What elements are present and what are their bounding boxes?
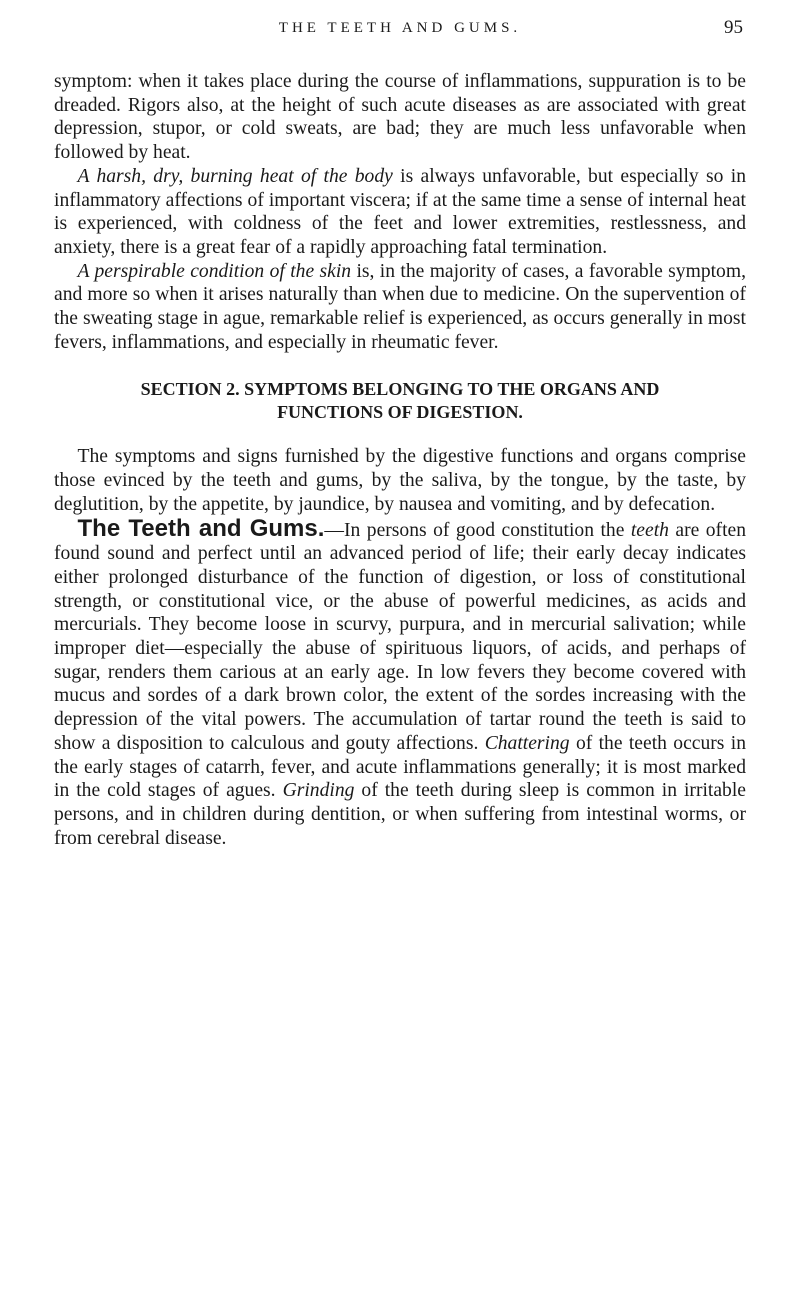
paragraph-digestive-signs: The symptoms and signs furnished by the digestive functions and organs comprise those evinced by the teeth and gums, by the saliva, by the tongue, by the taste, by deglutition, by the appetite, by jaundice, by nausea and vomiting, and by defecation. [54, 446, 746, 515]
italic-phrase: A harsh, dry, burning heat of the body [77, 165, 393, 187]
running-head: THE TEETH AND GUMS. [278, 20, 522, 36]
italic-term-teeth: teeth [630, 519, 669, 541]
section-heading-line1: SECTION 2. SYMPTOMS BELONGING TO THE ORGANS AND [140, 379, 660, 400]
paragraph-text: is, in the majority of cases, a favorable symptom, and more so when it arises naturally than when due to medicine. On the supervention of the sweating stage in ague, remarkable relief is experienced, as occurs generally in most fevers, inflammations, and especially in rheumatic fever. [54, 260, 746, 353]
page-number: 95 [724, 17, 743, 38]
paragraph-text: is always unfavorable, but especially so in inflammatory affections of important viscera; if at the same time a sense of internal heat is experienced, with coldness of the feet and lower extremities, restlessness, and anxiety, there is a great fear of a rapidly approaching fatal termination. [54, 165, 746, 258]
paragraph-teeth-and-gums [54, 514, 747, 851]
paragraph-text: of the teeth during sleep is common in irritable persons, and in children during dentition, or when suffering from intestinal worms, or from cerebral disease. [54, 780, 746, 849]
paragraph-perspirable-skin [54, 260, 746, 355]
italic-phrase: A perspirable condition of the skin [77, 260, 352, 282]
paragraph-text: are often found sound and perfect until an advanced period of life; their early decay indicates either prolonged disturbance of the function of digestion, or loss of constitutional strength, or constitutional vice, or the abuse of powerful medicines, as acids and mercurials. They become loose in scurvy, purpura, and in mercurial salivation; while improper diet—especially the abuse of spirituous liquors, of acids, and perhaps of sugar, renders them carious at an early age. In low fevers they become covered with mucus and sordes of a dark brown color, the extent of the sordes increasing with the depression of the vital powers. The accumulation of tartar round the teeth is said to show a disposition to calculous and gouty affections. [54, 519, 747, 754]
section-heading-line2: FUNCTIONS OF DIGESTION. [277, 402, 523, 423]
paragraph-text: of the teeth occurs in the early stages of catarrh, fever, and acute inflammations generally; it is most marked in the cold stages of agues. [54, 732, 746, 802]
italic-term-chattering: Chattering [484, 732, 570, 754]
paragraph-text: —In persons of good constitution the [324, 519, 631, 541]
body-text [54, 70, 746, 850]
run-in-heading: The Teeth and Gums. [77, 514, 325, 542]
italic-term-grinding: Grinding [282, 780, 355, 802]
section-heading [54, 378, 746, 424]
paragraph-harsh-heat [54, 165, 746, 260]
paragraph-rigors: symptom: when it takes place during the course of inflammations, suppuration is to be dreaded. Rigors also, at the height of such acute diseases as are associated with great depression, stupor, or cold sweats, are bad; they are much less unfavorable when followed by heat. [54, 71, 746, 164]
